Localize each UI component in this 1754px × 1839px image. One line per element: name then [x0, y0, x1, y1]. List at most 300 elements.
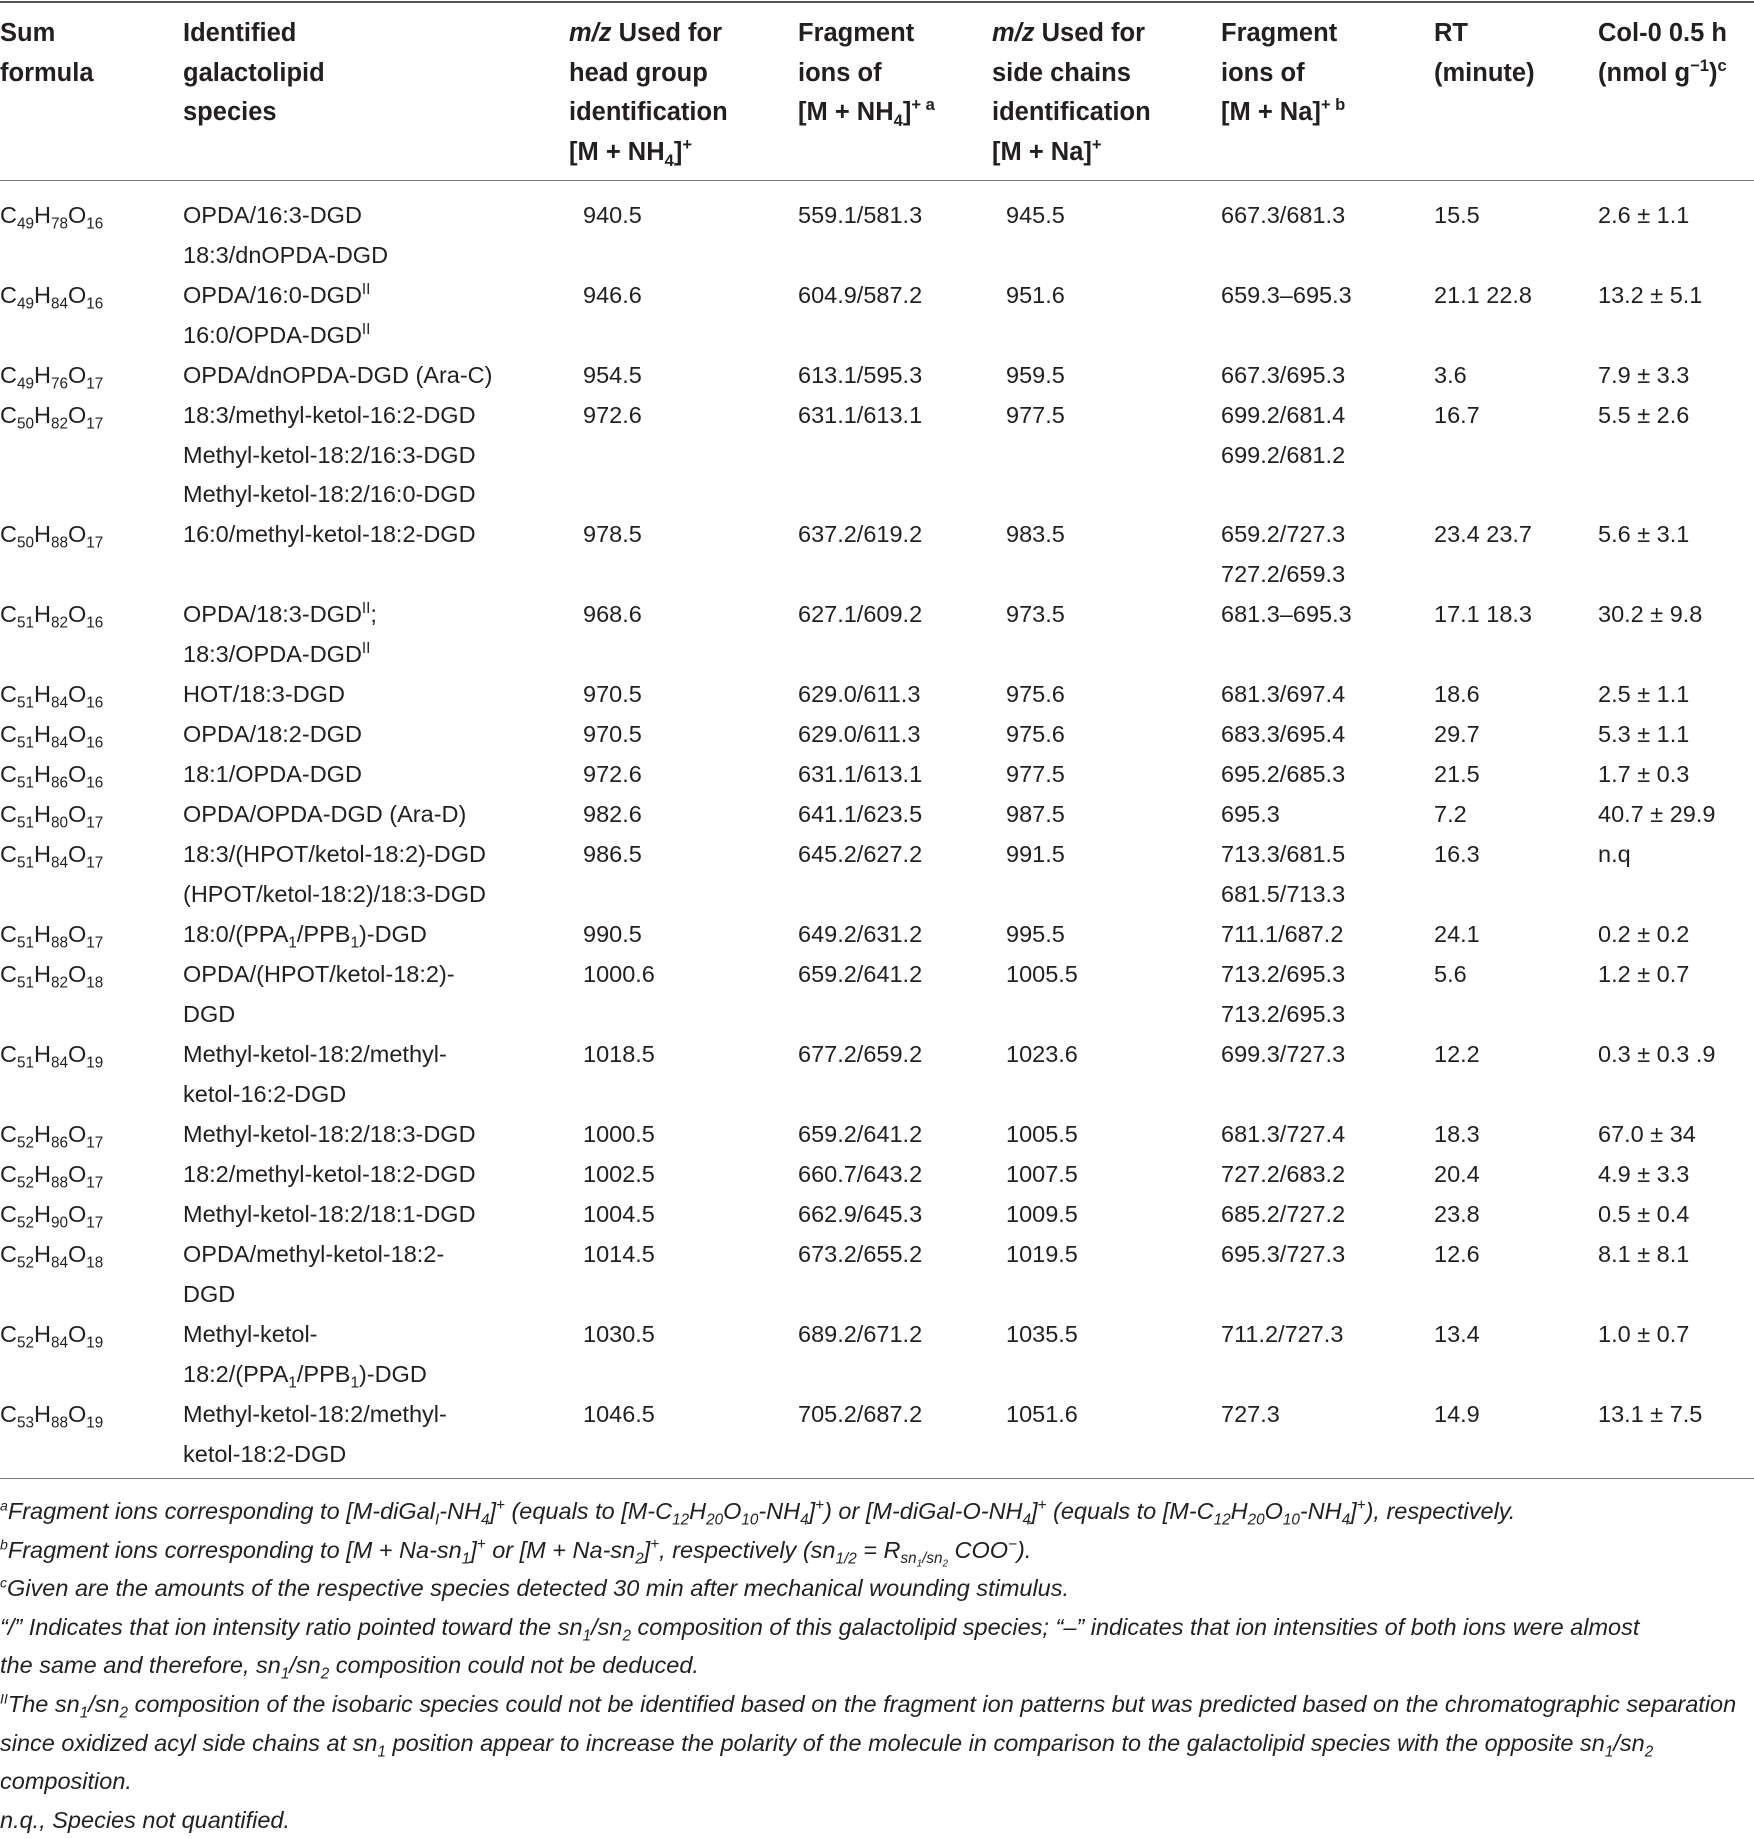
fragment-na-cell-line: 711.1/687.2 — [1221, 921, 1344, 947]
species-cell-line: Methyl-ketol-18:2/16:0-DGD — [183, 481, 476, 507]
fragment-na-cell — [1221, 1235, 1345, 1275]
amount-cell-line: 5.5 ± 2.6 — [1598, 402, 1690, 428]
sum-formula-cell — [0, 276, 103, 316]
sum-formula-cell — [0, 955, 103, 995]
rt-cell-line: 15.5 — [1434, 202, 1480, 228]
mz-side-cell — [1006, 595, 1065, 635]
mz-side-cell-line: 977.5 — [1006, 402, 1065, 428]
mz-side-cell — [1006, 515, 1065, 555]
amount-cell — [1598, 356, 1689, 396]
species-cell-line: 18:3/dnOPDA-DGD — [183, 241, 389, 268]
rt-cell-line: 13.4 — [1434, 1321, 1480, 1347]
header-frag-nh4-ion: $[M + NH_4]^{+ a}$ — [798, 95, 935, 130]
footnote-slash-2: the same and therefore, $sn_1/sn_2$ composition could not be deduced. — [0, 1652, 699, 1683]
fragment-na-cell — [1221, 915, 1343, 955]
mz-side-cell — [1006, 1195, 1078, 1235]
rt-cell — [1434, 1115, 1480, 1155]
mz-side-cell — [1006, 835, 1065, 875]
fragment-nh4-cell — [798, 356, 922, 396]
mz-head-cell-line: 970.5 — [583, 681, 642, 707]
amount-cell-line: 0.5 ± 0.4 — [1598, 1201, 1690, 1227]
mz-head-cell — [583, 515, 642, 555]
mz-head-cell-line: 972.6 — [583, 761, 642, 787]
species-cell — [183, 1155, 476, 1195]
fragment-na-cell — [1221, 1035, 1345, 1075]
mz-head-cell — [583, 1315, 655, 1355]
species-cell — [183, 515, 476, 555]
fragment-nh4-cell-line: 645.2/627.2 — [798, 841, 923, 867]
mz-side-cell — [1006, 1115, 1078, 1155]
amount-cell — [1598, 396, 1689, 436]
species-cell-line: 18:3/(HPOT/ketol-18:2)-DGD — [183, 841, 486, 867]
mz-side-cell — [1006, 1315, 1078, 1355]
amount-cell-line: 13.1 ± 7.5 — [1598, 1401, 1703, 1427]
fragment-nh4-cell-line: 660.7/643.2 — [798, 1161, 923, 1187]
fragment-na-cell-line: 727.3 — [1221, 1401, 1280, 1427]
sum-formula-cell-line: $C_{50}H_{88}O_{17}$ — [0, 521, 104, 552]
sum-formula-cell-line: $C_{52}H_{90}O_{17}$ — [0, 1201, 104, 1232]
sum-formula-cell — [0, 915, 103, 955]
rt-cell-line: 18.3 — [1434, 1121, 1480, 1147]
amount-cell-line: 13.2 ± 5.1 — [1598, 282, 1703, 308]
amount-cell — [1598, 196, 1689, 236]
fragment-nh4-cell-line: 649.2/631.2 — [798, 921, 923, 947]
footnote-isobaric-2: since oxidized acyl side chains at $sn_1$ position appear to increase the polarity of the molecule in comparison to the galactolipid species with the opposite $sn_1/sn_2$ — [0, 1729, 1654, 1760]
sum-formula-cell — [0, 755, 103, 795]
fragment-na-cell — [1221, 1315, 1343, 1355]
fragment-nh4-cell — [798, 715, 920, 755]
fragment-na-cell — [1221, 715, 1345, 755]
amount-cell-line: 0.2 ± 0.2 — [1598, 921, 1690, 947]
species-cell — [183, 1315, 427, 1394]
rt-cell — [1434, 1395, 1480, 1435]
species-cell-line: 16:0/methyl-ketol-18:2-DGD — [183, 521, 476, 547]
mz-side-cell — [1006, 675, 1065, 715]
rt-cell — [1434, 835, 1480, 875]
rt-cell — [1434, 515, 1532, 555]
mz-side-cell-line: 995.5 — [1006, 921, 1065, 947]
fragment-na-cell — [1221, 955, 1345, 1034]
fragment-nh4-cell-line: 689.2/671.2 — [798, 1321, 923, 1347]
sum-formula-cell — [0, 515, 103, 555]
species-cell-line: Methyl-ketol- — [183, 1321, 318, 1347]
fragment-na-cell-line: 695.2/685.3 — [1221, 761, 1346, 787]
fragment-nh4-cell — [798, 795, 922, 835]
fragment-na-cell-line: 699.3/727.3 — [1221, 1041, 1346, 1067]
mz-head-cell — [583, 955, 655, 995]
rt-cell-line: 21.5 — [1434, 761, 1480, 787]
species-cell-line: $16:0/OPDA-DGD^{II}$ — [183, 320, 371, 348]
sum-formula-cell-line: $C_{49}H_{84}O_{16}$ — [0, 282, 104, 313]
amount-cell-line: 1.7 ± 0.3 — [1598, 761, 1690, 787]
rt-cell — [1434, 955, 1467, 995]
sum-formula-cell — [0, 1195, 103, 1235]
rt-cell-line: 20.4 — [1434, 1161, 1480, 1187]
sum-formula-cell — [0, 595, 103, 635]
sum-formula-cell-line: $C_{51}H_{84}O_{16}$ — [0, 681, 104, 712]
rt-cell-line: 16.7 — [1434, 402, 1480, 428]
amount-cell — [1598, 915, 1689, 955]
footnote-nq: n.q., Species not quantified. — [0, 1806, 291, 1833]
sum-formula-cell — [0, 675, 103, 715]
sum-formula-cell — [0, 356, 103, 396]
species-cell — [183, 1395, 447, 1474]
sum-formula-cell-line: $C_{51}H_{82}O_{16}$ — [0, 601, 104, 632]
fragment-na-cell-line: 699.2/681.4 — [1221, 402, 1346, 428]
mz-side-cell — [1006, 276, 1065, 316]
rt-cell — [1434, 356, 1467, 396]
mz-side-cell-line: 959.5 — [1006, 362, 1065, 388]
fragment-nh4-cell — [798, 515, 922, 555]
fragment-nh4-cell-line: 641.1/623.5 — [798, 801, 923, 827]
rt-cell-line: 12.6 — [1434, 1241, 1480, 1267]
fragment-nh4-cell — [798, 675, 920, 715]
rt-cell-line: 23.4 23.7 — [1434, 521, 1533, 547]
mz-side-cell — [1006, 915, 1065, 955]
rt-cell-line: 7.2 — [1434, 801, 1467, 827]
mz-head-cell — [583, 356, 642, 396]
species-cell — [183, 595, 377, 674]
mz-side-cell-line: 1009.5 — [1006, 1201, 1078, 1227]
fragment-na-cell-line: 667.3/681.3 — [1221, 202, 1346, 228]
mz-head-cell-line: 1000.5 — [583, 1121, 655, 1147]
fragment-nh4-cell — [798, 276, 922, 316]
amount-cell-line: 1.2 ± 0.7 — [1598, 961, 1690, 987]
fragment-nh4-cell — [798, 915, 922, 955]
amount-cell — [1598, 1315, 1689, 1355]
mz-side-cell — [1006, 1155, 1078, 1195]
header-mz-head-line1: m/z Used for — [569, 19, 723, 47]
amount-cell — [1598, 795, 1715, 835]
sum-formula-cell-line: $C_{51}H_{84}O_{16}$ — [0, 721, 104, 752]
fragment-na-cell — [1221, 396, 1345, 475]
rt-cell-line: 3.6 — [1434, 362, 1467, 388]
mz-head-cell — [583, 755, 642, 795]
mz-head-cell-line: 1002.5 — [583, 1161, 655, 1187]
species-cell-line: HOT/18:3-DGD — [183, 681, 345, 707]
rt-cell-line: 14.9 — [1434, 1401, 1480, 1427]
sum-formula-cell — [0, 795, 103, 835]
sum-formula-cell-line: $C_{52}H_{84}O_{19}$ — [0, 1321, 104, 1352]
amount-cell-line: 2.6 ± 1.1 — [1598, 202, 1690, 228]
fragment-na-cell — [1221, 795, 1280, 835]
species-cell-line: OPDA/dnOPDA-DGD (Ara-C) — [183, 362, 493, 388]
mz-head-cell-line: 970.5 — [583, 721, 642, 747]
footnote-slash-1: “/” Indicates that ion intensity ratio pointed toward the $sn_1/sn_2$ composition of this galactolipid species; “–” indicates that ion intensities of both ions were almost — [0, 1613, 1640, 1645]
species-cell-line: 18:1/OPDA-DGD — [183, 761, 362, 787]
mz-side-cell — [1006, 356, 1065, 396]
species-cell-line: $18:2/(PPA_1/PPB_1)$-DGD — [183, 1360, 427, 1391]
mz-head-cell — [583, 675, 642, 715]
fragment-na-cell-line: 713.2/695.3 — [1221, 961, 1346, 987]
species-cell — [183, 196, 388, 275]
mz-head-cell — [583, 1235, 655, 1275]
fragment-nh4-cell — [798, 755, 922, 795]
fragment-na-cell-line: 727.2/683.2 — [1221, 1161, 1346, 1187]
rt-cell-line: 12.2 — [1434, 1041, 1480, 1067]
sum-formula-cell — [0, 1235, 103, 1275]
fragment-na-cell-line: 711.2/727.3 — [1221, 1321, 1344, 1347]
sum-formula-cell-line: $C_{49}H_{78}O_{16}$ — [0, 202, 104, 233]
mz-head-cell-line: 982.6 — [583, 801, 642, 827]
rt-cell — [1434, 675, 1480, 715]
header-fragment-na: Fragment ions of $[M + Na]^{+ b}$ — [1221, 14, 1345, 133]
species-cell-line: (HPOT/ketol-18:2)/18:3-DGD — [183, 880, 486, 907]
mz-side-cell-line: 983.5 — [1006, 521, 1065, 547]
mz-head-cell — [583, 795, 642, 835]
fragment-na-cell-line: 659.2/727.3 — [1221, 521, 1346, 547]
rt-cell — [1434, 795, 1467, 835]
sum-formula-cell — [0, 196, 103, 236]
fragment-nh4-cell — [798, 1155, 922, 1195]
amount-cell-line: n.q — [1598, 841, 1631, 867]
fragment-na-cell — [1221, 755, 1345, 795]
amount-cell — [1598, 1155, 1689, 1195]
header-mz-head-group: m/z Used for head group identification $[M + NH_4]^+$ — [569, 14, 728, 172]
species-cell — [183, 675, 345, 715]
species-cell-line: ketol-18:2-DGD — [183, 1440, 347, 1467]
sum-formula-cell-line: $C_{49}H_{76}O_{17}$ — [0, 362, 104, 393]
header-mz-side-line1: m/z Used for — [992, 19, 1146, 47]
species-cell-line: DGD — [183, 1280, 236, 1307]
species-cell — [183, 715, 362, 755]
fragment-nh4-cell — [798, 396, 922, 436]
fragment-na-cell — [1221, 515, 1345, 594]
sum-formula-cell-line: $C_{50}H_{82}O_{17}$ — [0, 402, 104, 433]
species-cell-line: OPDA/16:3-DGD — [183, 202, 362, 228]
header-bottom-rule — [0, 180, 1754, 181]
sum-formula-cell-line: $C_{53}H_{88}O_{19}$ — [0, 1401, 104, 1432]
fragment-na-cell — [1221, 595, 1352, 635]
mz-side-cell-line: 987.5 — [1006, 801, 1065, 827]
fragment-na-cell-line: 681.5/713.3 — [1221, 880, 1346, 907]
fragment-na-cell — [1221, 1195, 1345, 1235]
amount-cell-line: 2.5 ± 1.1 — [1598, 681, 1690, 707]
rt-cell — [1434, 196, 1480, 236]
footnote-c: $^c$Given are the amounts of the respective species detected 30 min after mechanical wounding stimulus. — [0, 1574, 1070, 1602]
amount-cell-line: 40.7 ± 29.9 — [1598, 801, 1716, 827]
mz-head-cell — [583, 1155, 655, 1195]
fragment-nh4-cell — [798, 1315, 922, 1355]
mz-side-cell — [1006, 795, 1065, 835]
header-amount: Col-0 0.5 h (nmol $g^{-1})^c$ — [1598, 14, 1727, 93]
rt-cell-line: 16.3 — [1434, 841, 1480, 867]
fragment-na-cell-line: 681.3/697.4 — [1221, 681, 1346, 707]
species-cell-line: DGD — [183, 1000, 236, 1027]
amount-cell — [1598, 675, 1689, 715]
mz-side-cell-line: 1023.6 — [1006, 1041, 1078, 1067]
fragment-na-cell-line: 695.3 — [1221, 801, 1280, 827]
species-cell-line: Methyl-ketol-18:2/18:3-DGD — [183, 1121, 476, 1147]
table-top-rule — [0, 1, 1754, 3]
sum-formula-cell-line: $C_{51}H_{84}O_{17}$ — [0, 841, 104, 872]
mz-head-cell-line: 1018.5 — [583, 1041, 655, 1067]
species-cell — [183, 835, 486, 914]
fragment-nh4-cell — [798, 1035, 922, 1075]
sum-formula-cell — [0, 1035, 103, 1075]
fragment-nh4-cell-line: 629.0/611.3 — [798, 721, 921, 747]
table-footnotes — [0, 1492, 1754, 1839]
footnote-b: $^b$Fragment ions corresponding to $[M + Na-sn_1]^+$ or $[M + Na-sn_2]^+$, respectively ($sn_{1/2} = R_{sn_1/sn_2}$ COO−). — [0, 1535, 1032, 1570]
amount-cell-line: 1.0 ± 0.7 — [1598, 1321, 1690, 1347]
species-cell-line: Methyl-ketol-18:2/methyl- — [183, 1401, 447, 1427]
fragment-na-cell-line: 683.3/695.4 — [1221, 721, 1346, 747]
fragment-na-cell — [1221, 276, 1352, 316]
rt-cell — [1434, 1315, 1480, 1355]
mz-side-cell — [1006, 755, 1065, 795]
amount-cell — [1598, 955, 1689, 995]
fragment-nh4-cell-line: 631.1/613.1 — [798, 761, 923, 787]
fragment-nh4-cell-line: 662.9/645.3 — [798, 1201, 923, 1227]
fragment-nh4-cell-line: 629.0/611.3 — [798, 681, 921, 707]
fragment-na-cell — [1221, 356, 1345, 396]
mz-head-cell — [583, 1195, 655, 1235]
footnote-a: $^a$Fragment ions corresponding to $[M-diGal_I-NH_4]^+$ (equals to $[M-C_{12}H_{20}O_{10}-NH_4]^+$) or $[M-diGal-O-NH_4]^+$ (equals to $[M-C_{12}H_{20}O_{10}-NH_4]^+$), respectively. — [0, 1496, 1516, 1529]
fragment-na-cell-line: 685.2/727.2 — [1221, 1201, 1346, 1227]
mz-head-cell-line: 946.6 — [583, 282, 642, 308]
amount-cell — [1598, 595, 1702, 635]
fragment-na-cell-line: 681.3/727.4 — [1221, 1121, 1346, 1147]
fragment-nh4-cell-line: 613.1/595.3 — [798, 362, 923, 388]
mz-side-cell — [1006, 1035, 1078, 1075]
mz-head-cell — [583, 915, 642, 955]
species-cell — [183, 1195, 476, 1235]
header-rt: RT (minute) — [1434, 19, 1535, 87]
mz-side-cell — [1006, 955, 1078, 995]
rt-cell — [1434, 1195, 1480, 1235]
rt-cell-line: 5.6 — [1434, 961, 1467, 987]
fragment-nh4-cell-line: 631.1/613.1 — [798, 402, 923, 428]
amount-cell — [1598, 1035, 1715, 1075]
fragment-na-cell — [1221, 675, 1345, 715]
species-cell-line: OPDA/methyl-ketol-18:2- — [183, 1241, 445, 1267]
species-cell-line: OPDA/OPDA-DGD (Ara-D) — [183, 801, 467, 827]
mz-head-cell-line: 1014.5 — [583, 1241, 655, 1267]
fragment-nh4-cell — [798, 835, 922, 875]
sum-formula-cell-line: $C_{52}H_{86}O_{17}$ — [0, 1121, 104, 1152]
fragment-nh4-cell — [798, 1395, 922, 1435]
mz-head-cell — [583, 1115, 655, 1155]
mz-head-cell-line: 968.6 — [583, 601, 642, 627]
amount-cell — [1598, 835, 1631, 875]
rt-cell — [1434, 276, 1532, 316]
mz-side-cell-line: 977.5 — [1006, 761, 1065, 787]
fragment-nh4-cell-line: 659.2/641.2 — [798, 961, 923, 987]
mz-head-cell — [583, 835, 642, 875]
mz-head-cell — [583, 196, 642, 236]
amount-cell-line: 0.3 ± 0.3 .9 — [1598, 1041, 1716, 1067]
mz-head-cell-line: 978.5 — [583, 521, 642, 547]
footnote-isobaric-3: composition. — [0, 1768, 132, 1795]
sum-formula-cell-line: $C_{51}H_{88}O_{17}$ — [0, 921, 104, 952]
mz-head-cell — [583, 715, 642, 755]
amount-cell-line: 5.6 ± 3.1 — [1598, 521, 1690, 547]
mz-head-cell — [583, 276, 642, 316]
amount-cell-line: 5.3 ± 1.1 — [1598, 721, 1690, 747]
rt-cell-line: 23.8 — [1434, 1201, 1480, 1227]
species-cell-line: OPDA/$18:3-DGD^{II}$; — [183, 599, 377, 627]
rt-cell — [1434, 396, 1480, 436]
fragment-nh4-cell-line: 677.2/659.2 — [798, 1041, 923, 1067]
mz-side-cell-line: 1005.5 — [1006, 961, 1078, 987]
mz-side-cell-line: 973.5 — [1006, 601, 1065, 627]
fragment-na-cell — [1221, 196, 1345, 236]
sum-formula-cell-line: $C_{51}H_{80}O_{17}$ — [0, 801, 104, 832]
sum-formula-cell — [0, 715, 103, 755]
rt-cell-line: 17.1 18.3 — [1434, 601, 1533, 627]
sum-formula-cell-line: $C_{52}H_{88}O_{17}$ — [0, 1161, 104, 1192]
fragment-na-cell-line: 659.3–695.3 — [1221, 282, 1352, 308]
species-cell — [183, 1235, 444, 1314]
rt-cell — [1434, 1235, 1480, 1275]
sum-formula-cell — [0, 1115, 103, 1155]
species-cell — [183, 1035, 447, 1114]
species-cell-line: ketol-16:2-DGD — [183, 1080, 347, 1107]
rt-cell-line: 18.6 — [1434, 681, 1480, 707]
rt-cell — [1434, 715, 1480, 755]
fragment-na-cell-line: 667.3/695.3 — [1221, 362, 1346, 388]
header-species: Identified galactolipid species — [183, 19, 325, 126]
amount-cell-line: 7.9 ± 3.3 — [1598, 362, 1690, 388]
amount-cell — [1598, 715, 1689, 755]
species-cell-line: 18:3/methyl-ketol-16:2-DGD — [183, 402, 476, 428]
mz-side-cell-line: 991.5 — [1006, 841, 1065, 867]
amount-cell — [1598, 1395, 1702, 1435]
rt-cell-line: 21.1 22.8 — [1434, 282, 1533, 308]
mz-head-cell-line: 940.5 — [583, 202, 642, 228]
mz-side-cell-line: 1035.5 — [1006, 1321, 1078, 1347]
sum-formula-cell-line: $C_{51}H_{82}O_{18}$ — [0, 961, 104, 992]
sum-formula-cell — [0, 1315, 103, 1355]
fragment-nh4-cell — [798, 955, 922, 995]
sum-formula-cell — [0, 396, 103, 436]
fragment-na-cell — [1221, 1395, 1280, 1435]
mz-side-cell — [1006, 196, 1065, 236]
header-frag-na-ion: $[M + Na]^{+ b}$ — [1221, 95, 1346, 126]
mz-side-cell-line: 975.6 — [1006, 681, 1065, 707]
species-cell — [183, 396, 476, 515]
sum-formula-cell-line: $C_{52}H_{84}O_{18}$ — [0, 1241, 104, 1272]
mz-side-cell-line: 1051.6 — [1006, 1401, 1078, 1427]
amount-cell — [1598, 1195, 1689, 1235]
fragment-nh4-cell — [798, 1235, 922, 1275]
species-cell — [183, 915, 427, 955]
mz-side-cell-line: 1007.5 — [1006, 1161, 1078, 1187]
fragment-na-cell-line: 713.3/681.5 — [1221, 841, 1346, 867]
species-cell-line: $18:0/(PPA_1/PPB_1)$-DGD — [183, 921, 427, 952]
amount-cell — [1598, 1235, 1689, 1275]
mz-head-cell-line: 1046.5 — [583, 1401, 655, 1427]
amount-cell-line: 30.2 ± 9.8 — [1598, 601, 1703, 627]
fragment-nh4-cell-line: 705.2/687.2 — [798, 1401, 923, 1427]
fragment-nh4-cell-line: 604.9/587.2 — [798, 282, 923, 308]
mz-side-cell-line: 951.6 — [1006, 282, 1065, 308]
rt-cell-line: 29.7 — [1434, 721, 1480, 747]
fragment-na-cell — [1221, 1115, 1345, 1155]
amount-cell — [1598, 515, 1689, 555]
species-cell-line: OPDA/$16:0-DGD^{II}$ — [183, 280, 371, 308]
species-cell-line: $18:3/OPDA-DGD^{II}$ — [183, 639, 371, 667]
species-cell-line: OPDA/18:2-DGD — [183, 721, 362, 747]
mz-side-cell-line: 1005.5 — [1006, 1121, 1078, 1147]
fragment-na-cell — [1221, 1155, 1345, 1195]
mz-side-cell — [1006, 1395, 1078, 1435]
amount-cell-line: 4.9 ± 3.3 — [1598, 1161, 1690, 1187]
mz-head-cell — [583, 595, 642, 635]
mz-head-cell-line: 1030.5 — [583, 1321, 655, 1347]
fragment-na-cell-line: 727.2/659.3 — [1221, 560, 1346, 587]
header-fragment-nh4: Fragment ions of $[M + NH_4]^{+ a}$ — [798, 14, 935, 133]
